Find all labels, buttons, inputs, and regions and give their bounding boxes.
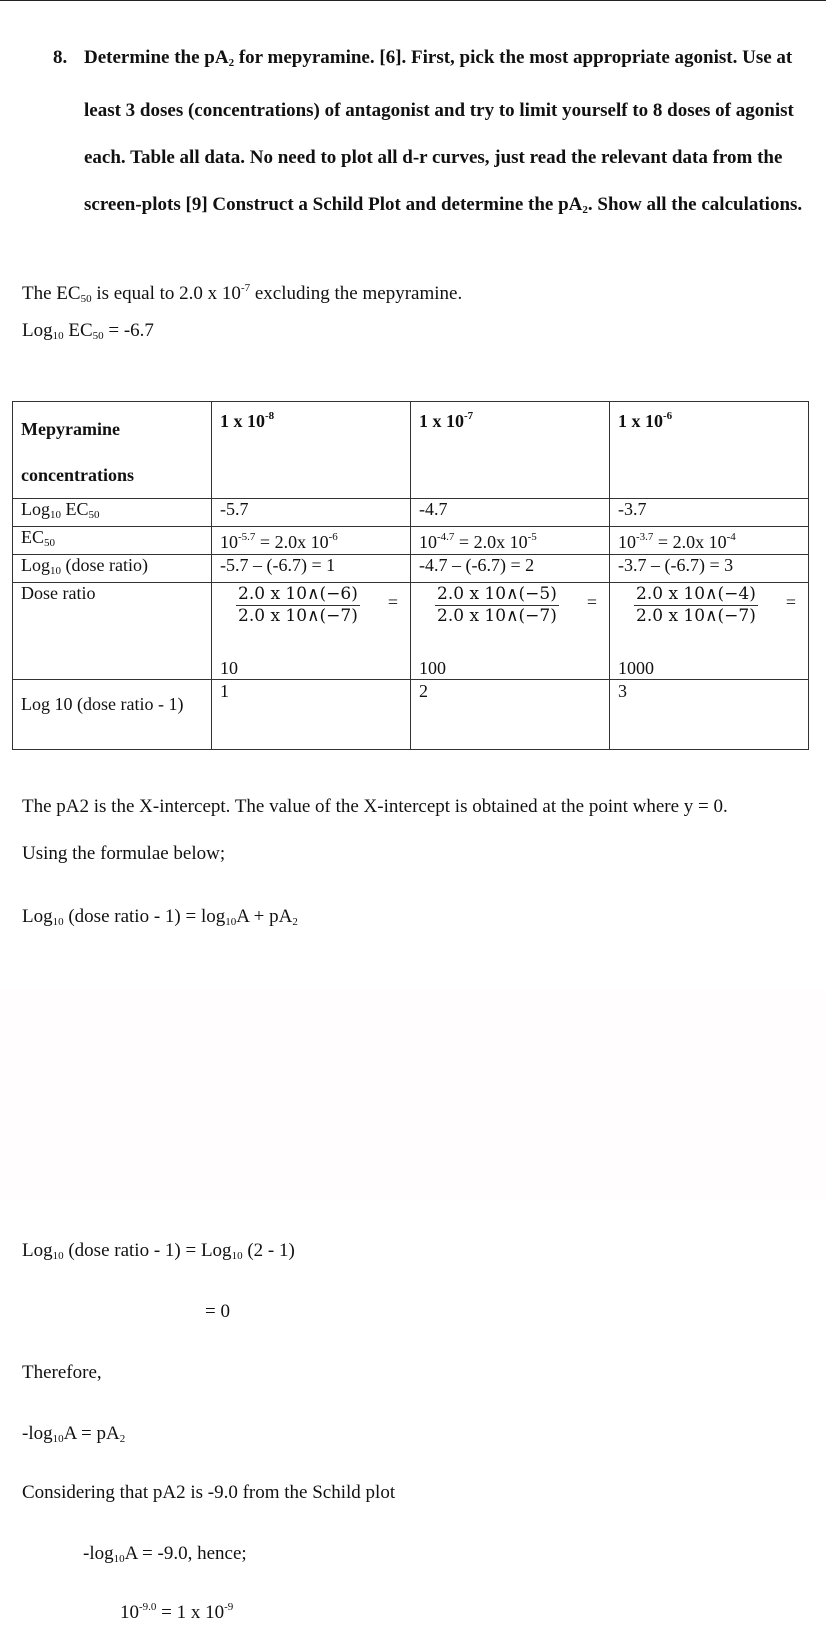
table-row-ec50: $EC_{50}$ $10^{-5.7} = 2.0x$ $10^{-6}$ $10^{-4.7} = 2.0x$ $10^{-5}$ $10^{-3.7} = 2.0x$ $10^{-4}$ xyxy=(13,527,809,555)
fraction: $\frac{2.0 x 10\wedge(-4)}{2.0 x 10\wedge(-7)}$ xyxy=(636,584,756,626)
faded-region xyxy=(0,990,826,1200)
schild-equation: Log$_{10}$ (dose ratio - $1) = \log_{10}A + pA_2$ xyxy=(22,906,298,928)
question-8 xyxy=(53,34,823,234)
therefore-text: Therefore, xyxy=(22,1362,102,1383)
header-conc-1: 1 x $10^{-8}$ xyxy=(212,402,411,499)
result-equation: $10^{-9.0} = 1$ x $10^{-9}$ xyxy=(120,1601,234,1623)
header-mepyramine: Mepyramine concentrations xyxy=(13,402,212,499)
neglog-value-equation: $-\log_{10}A = -9.0$, hence; xyxy=(83,1543,247,1565)
neglog-equation: $-\log_{10}A = pA_2$ xyxy=(22,1423,126,1445)
dose-ratio-table xyxy=(12,401,809,750)
header-conc-2: 1 x $10^{-7}$ xyxy=(411,402,610,499)
substitution-equation: Log$_{10}$ (dose ratio - 1) = Log$_{10}$ (2 - 1) xyxy=(22,1240,295,1262)
question-number: 8. xyxy=(53,47,68,68)
fraction: $\frac{2.0 x 10\wedge(-6)}{2.0 x 10\wedge(-7)}$ xyxy=(238,584,358,626)
pa2-intercept-text: The pA2 is the X-intercept. The value of the X-intercept is obtained at the point where y = 0. xyxy=(22,796,728,817)
table-row-log-ec50: Log$_{10}$ $EC_{50}$ -5.7 -4.7 -3.7 xyxy=(13,499,809,527)
log-ec50-statement: Log$_{10}$ $EC_{50} = -6.7$ xyxy=(22,320,154,342)
ec50-statement: The $EC_{50}$ is equal to 2.0 x $10^{-7}$ excluding the mepyramine. xyxy=(22,282,463,305)
top-rule xyxy=(0,0,826,1)
formulae-intro: Using the formulae below; xyxy=(22,843,226,864)
equals-zero: = 0 xyxy=(205,1301,230,1322)
question-text: Determine the $pA_2$ for mepyramine. [6]. First, pick the most appropriate agonist. Use at least 3 doses (concentrations) of antagonist and try to limit yourself to 8 doses of agonist each. Table all data. No need to plot all d-r curves, just read the relevant data from the screen-plots [9] Construct a Schild Plot and determine the $pA_2$. Show all the calculations. xyxy=(84,47,803,216)
considering-text: Considering that pA2 is -9.0 from the Schild plot xyxy=(22,1482,396,1503)
header-conc-3: 1 x $10^{-6}$ xyxy=(610,402,809,499)
fraction: $\frac{2.0 x 10\wedge(-5)}{2.0 x 10\wedge(-7)}$ xyxy=(437,584,557,626)
table-row-dose-ratio: Dose ratio = $\frac{2.0 x 10\wedge(-6)}{2.0 x 10\wedge(-7)}$ 10 = $\frac{2.0 x 10\wedge(-5)}{2.0 x 10\wedge(-7)}$ 100 = $\frac{2.0 x 10\wedge(-4)}{2.0 x 10\wedge(-7)}$ 1000 xyxy=(13,583,809,680)
table-row-log-dose-ratio: Log$_{10}$ (dose ratio) -5.7 – (-6.7) = 1 -4.7 – (-6.7) = 2 -3.7 – (-6.7) = 3 xyxy=(13,555,809,583)
table-header-row xyxy=(13,402,809,499)
table-row-log-dose-ratio-minus-1: Log 10 (dose ratio - 1) 1 2 3 xyxy=(13,680,809,750)
